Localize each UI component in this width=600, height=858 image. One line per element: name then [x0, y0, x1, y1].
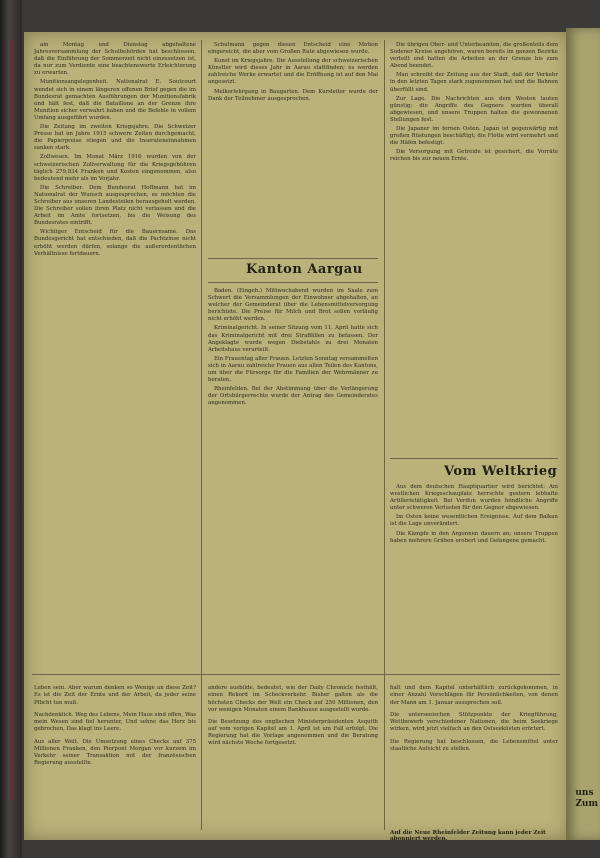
- column-paragraph: Kriminalgericht. In seiner Sitzung vom 11. April hatte sich das Kriminalgericht mit drei Straffällen zu befassen. Der Angeklagte wurde wegen Diebstahls zu drei Monaten Arbeitshaus verurteilt.: [208, 325, 378, 353]
- column-3-war-news: [390, 484, 558, 670]
- column-1: [34, 42, 196, 670]
- column-paragraph: Wichtiger Entscheid für die Bauernsame. Das Bundesgericht hat entschieden, daß die Pachtzinse nicht erhöht werden dürfen, solange die außerordentlichen Verhältnisse fortdauern.: [34, 229, 196, 257]
- column-paragraph: andere ausbilde, bedeutet, wie der Daily Chronicle festhält, einen Rekord im Scheckverkehr. Bisher galten als die höchsten Checks der Welt ein Check auf 250 Millionen, den vor wenigen Monaten einem Bankhause ausgestellt wurde.: [208, 685, 378, 713]
- column-paragraph: Die Kämpfe in den Argonnen dauern an; unsere Truppen haben mehrere Gräben erobert und Gefangene gemacht.: [390, 530, 558, 544]
- column-3: [390, 42, 558, 462]
- column-paragraph: Aus dem deutschen Hauptquartier wird berichtet: Am westlichen Kriegsschauplatz herrschte gestern lebhafte Artillerietätigkeit. Bei Verdun wurden feindliche Angriffe unter schweren Verlusten für den Gegner abgewiesen.: [390, 484, 558, 512]
- column-paragraph: Melkerlehrgang in Baugarten. Dem Kursleiter wurde der Dank der Teilnehmer ausgesprochen.: [208, 88, 378, 102]
- column-paragraph: Man schreibt der Zeitung aus der Stadt, daß der Verkehr in den letzten Tagen stark zugenommen hat und die Bahnen überfüllt sind.: [390, 72, 558, 93]
- lower-column-1: [34, 680, 196, 830]
- adjacent-word: uns: [575, 788, 594, 798]
- column-paragraph: Kunst im Kriegsjahre. Die Ausstellung der schweizerischen Künstler wird dieses Jahr in Aarau stattfinden; es werden zahlreiche Werke erwartet und die Eröffnung ist auf den Mai angesetzt.: [208, 58, 378, 86]
- column-paragraph: am Montag und Dienstag abgehaltene Jahresversammlung der Schulbehörden hat beschlossen, daß die Einführung der Sommerzeit nicht einzusetzen ist, da nur zum Verdiente eine beachtenswerte Erleichterung zu erwarten.: [34, 42, 196, 77]
- column-paragraph: Munitionsangelegenheit. Nationalrat E. Soutcourt wendet sich in einem längeren offenen Brief gegen die im Bundesrat gemachten Ausführungen der Munitionsfabrik und hält fest, daß die Bataillone an der Grenze ihre Munition sicher verwahrt haben und die Befehle in vollem Umfang ausgeführt wurden.: [34, 79, 196, 121]
- column-paragraph: Nachdenklich. Weg des Lebens, Mein Haus sind offen, Was mein Wesen sind fiel herunter, Und sehne das Herz bis gebrochen, Das klagt ins Leere.: [34, 712, 196, 733]
- column-paragraph: Baden. (Eingeh.) Mittwochabend wurden im Saale zum Schwert die Versammlungen der Einwohner abgehalten, an welcher der Gemeinderat über die Lebensmittelversorgung berichtete. Die Preise für Milch und Brot sollen vorläufig nicht erhöht werden.: [208, 288, 378, 323]
- lower-column-2: [208, 680, 378, 830]
- column-paragraph: Leben sein. Aber warum denken so Wenige an diese Zeit? Es ist die Zeit der Ernte und der Arbeit, da jeder seine Pflicht tun muß.: [34, 685, 196, 706]
- column-paragraph: Aus aller Welt. Die Umsetzung eines Checks auf 375 Millionen Franken, den Pierpont Morgan vor kurzem im Verkehr seiner Transaktion mit der französischen Regierung ausstellte.: [34, 738, 196, 767]
- subscription-note: Auf die Neue Rheinfelder Zeitung kann jeder Zeit abonniert werden.: [390, 830, 546, 842]
- column-paragraph: Die Besetzung des englischen Ministerpräsidenten Asquith auf vom vorigen Kapitel am 1. April ist um Fall erfolgt. Die Regierung hat die Vorlage angenommen und die Beratung wird nächste Woche fortgesetzt.: [208, 719, 378, 747]
- lower-column-3: [390, 680, 558, 830]
- binding-stripe: [10, 40, 14, 800]
- column-paragraph: Rheinfelden. Bei der Abstimmung über die Verlängerung der Ortsbürgerrechte wurde der Antrag des Gemeinderates angenommen.: [208, 386, 378, 407]
- newspaper-page: [24, 32, 570, 840]
- column-paragraph: Im Osten keine wesentlichen Ereignisse. Auf dem Balkan ist die Lage unverändert.: [390, 514, 558, 528]
- column-paragraph: Die Schreiber. Dem Bundesrat Hoffmann hat im Nationalrat der Wunsch ausgesprochen, es möchten die Schreiber aus unseren Landesteilen herausgeholt werden. Die Schreiber sollen ihren Platz nicht verlassen und die Arbeit im Amte fortsetzen, bis die Weisung des Bundesrates eintrifft.: [34, 184, 196, 227]
- horizontal-divider: [32, 674, 560, 675]
- book-binding: [0, 0, 22, 858]
- column-2-top: [208, 42, 378, 254]
- column-paragraph: Die Regierung hat beschlossen, die Lebensmittel unter staatliche Aufsicht zu stellen.: [390, 738, 558, 752]
- column-paragraph: Die unterseeischen Stützpunkte der Kriegführung, Wettbewerb verschiedener Nationen, die beim Seekriege wirken, wird jetzt vielfach an den Ostseeküsten erörtert.: [390, 712, 558, 733]
- column-paragraph: Ein Frauentag aller Frauen. Letzten Sonntag versammelten sich in Aarau zahlreiche Frauen aus allen Teilen des Kantons, um über die Fürsorge für die Familien der Wehrmänner zu beraten.: [208, 355, 378, 384]
- column-paragraph: halt und dem Kapitel unterhältlich zurückgekommen, in einer Anzahl Vorschlägen für Persönlichkeiten, von denen der Mann am 1. Januar aussprechen soll.: [390, 685, 558, 706]
- column-paragraph: Die Japaner im fernen Osten. Japan ist gegenwärtig mit großen Rüstungen beschäftigt; die Flotte wird vermehrt und die Häfen befestigt.: [390, 126, 558, 147]
- column-paragraph: Die Zeitung im zweiten Kriegsjahre. Die Schweizer Presse hat im Jahre 1915 schwere Zeiten durchgemacht, die Papierpreise stiegen und die Inserateneinnahmen sanken stark.: [34, 124, 196, 152]
- column-paragraph: Die übrigen Ober- und Unterbeamten, die großenteils dem Sodener Kreise angehören, waren bereits im ganzen Bezirke verteilt und hatten die Arbeiten an der Grenze bis zum Abend beendet.: [390, 42, 558, 70]
- adjacent-page-text: [575, 788, 598, 810]
- adjacent-word: Zum: [575, 799, 598, 809]
- adjacent-page-edge: [566, 28, 600, 840]
- heading-vom-weltkrieg: Vom Weltkrieg: [444, 464, 558, 479]
- column-paragraph: Schulmann gegen diesen Entscheid eine Motion eingereicht, die aber vom Großen Rate abgewiesen wurde.: [208, 42, 378, 56]
- column-paragraph: Die Versorgung mit Getreide ist gesichert, die Vorräte reichen bis zur neuen Ernte.: [390, 149, 558, 163]
- section-rule: [208, 282, 378, 283]
- column-divider: [384, 40, 385, 830]
- section-rule: [208, 258, 378, 259]
- section-rule: [390, 458, 558, 459]
- column-2-bottom: [208, 288, 378, 660]
- heading-kanton-aargau: Kanton Aargau: [246, 262, 363, 277]
- column-divider: [201, 40, 202, 830]
- column-paragraph: Zollwesen. Im Monat März 1916 wurden von der schweizerischen Zollverwaltung für die Kriegsgebühren täglich 279,834 Franken und Kosten eingenommen, also bedeutend mehr als im Vorjahr.: [34, 154, 196, 182]
- column-paragraph: Zur Lage. Die Nachrichten aus dem Westen lauten günstig; die Angriffe des Gegners wurden überall abgewiesen, und unsere Truppen halten die gewonnenen Stellungen fest.: [390, 95, 558, 123]
